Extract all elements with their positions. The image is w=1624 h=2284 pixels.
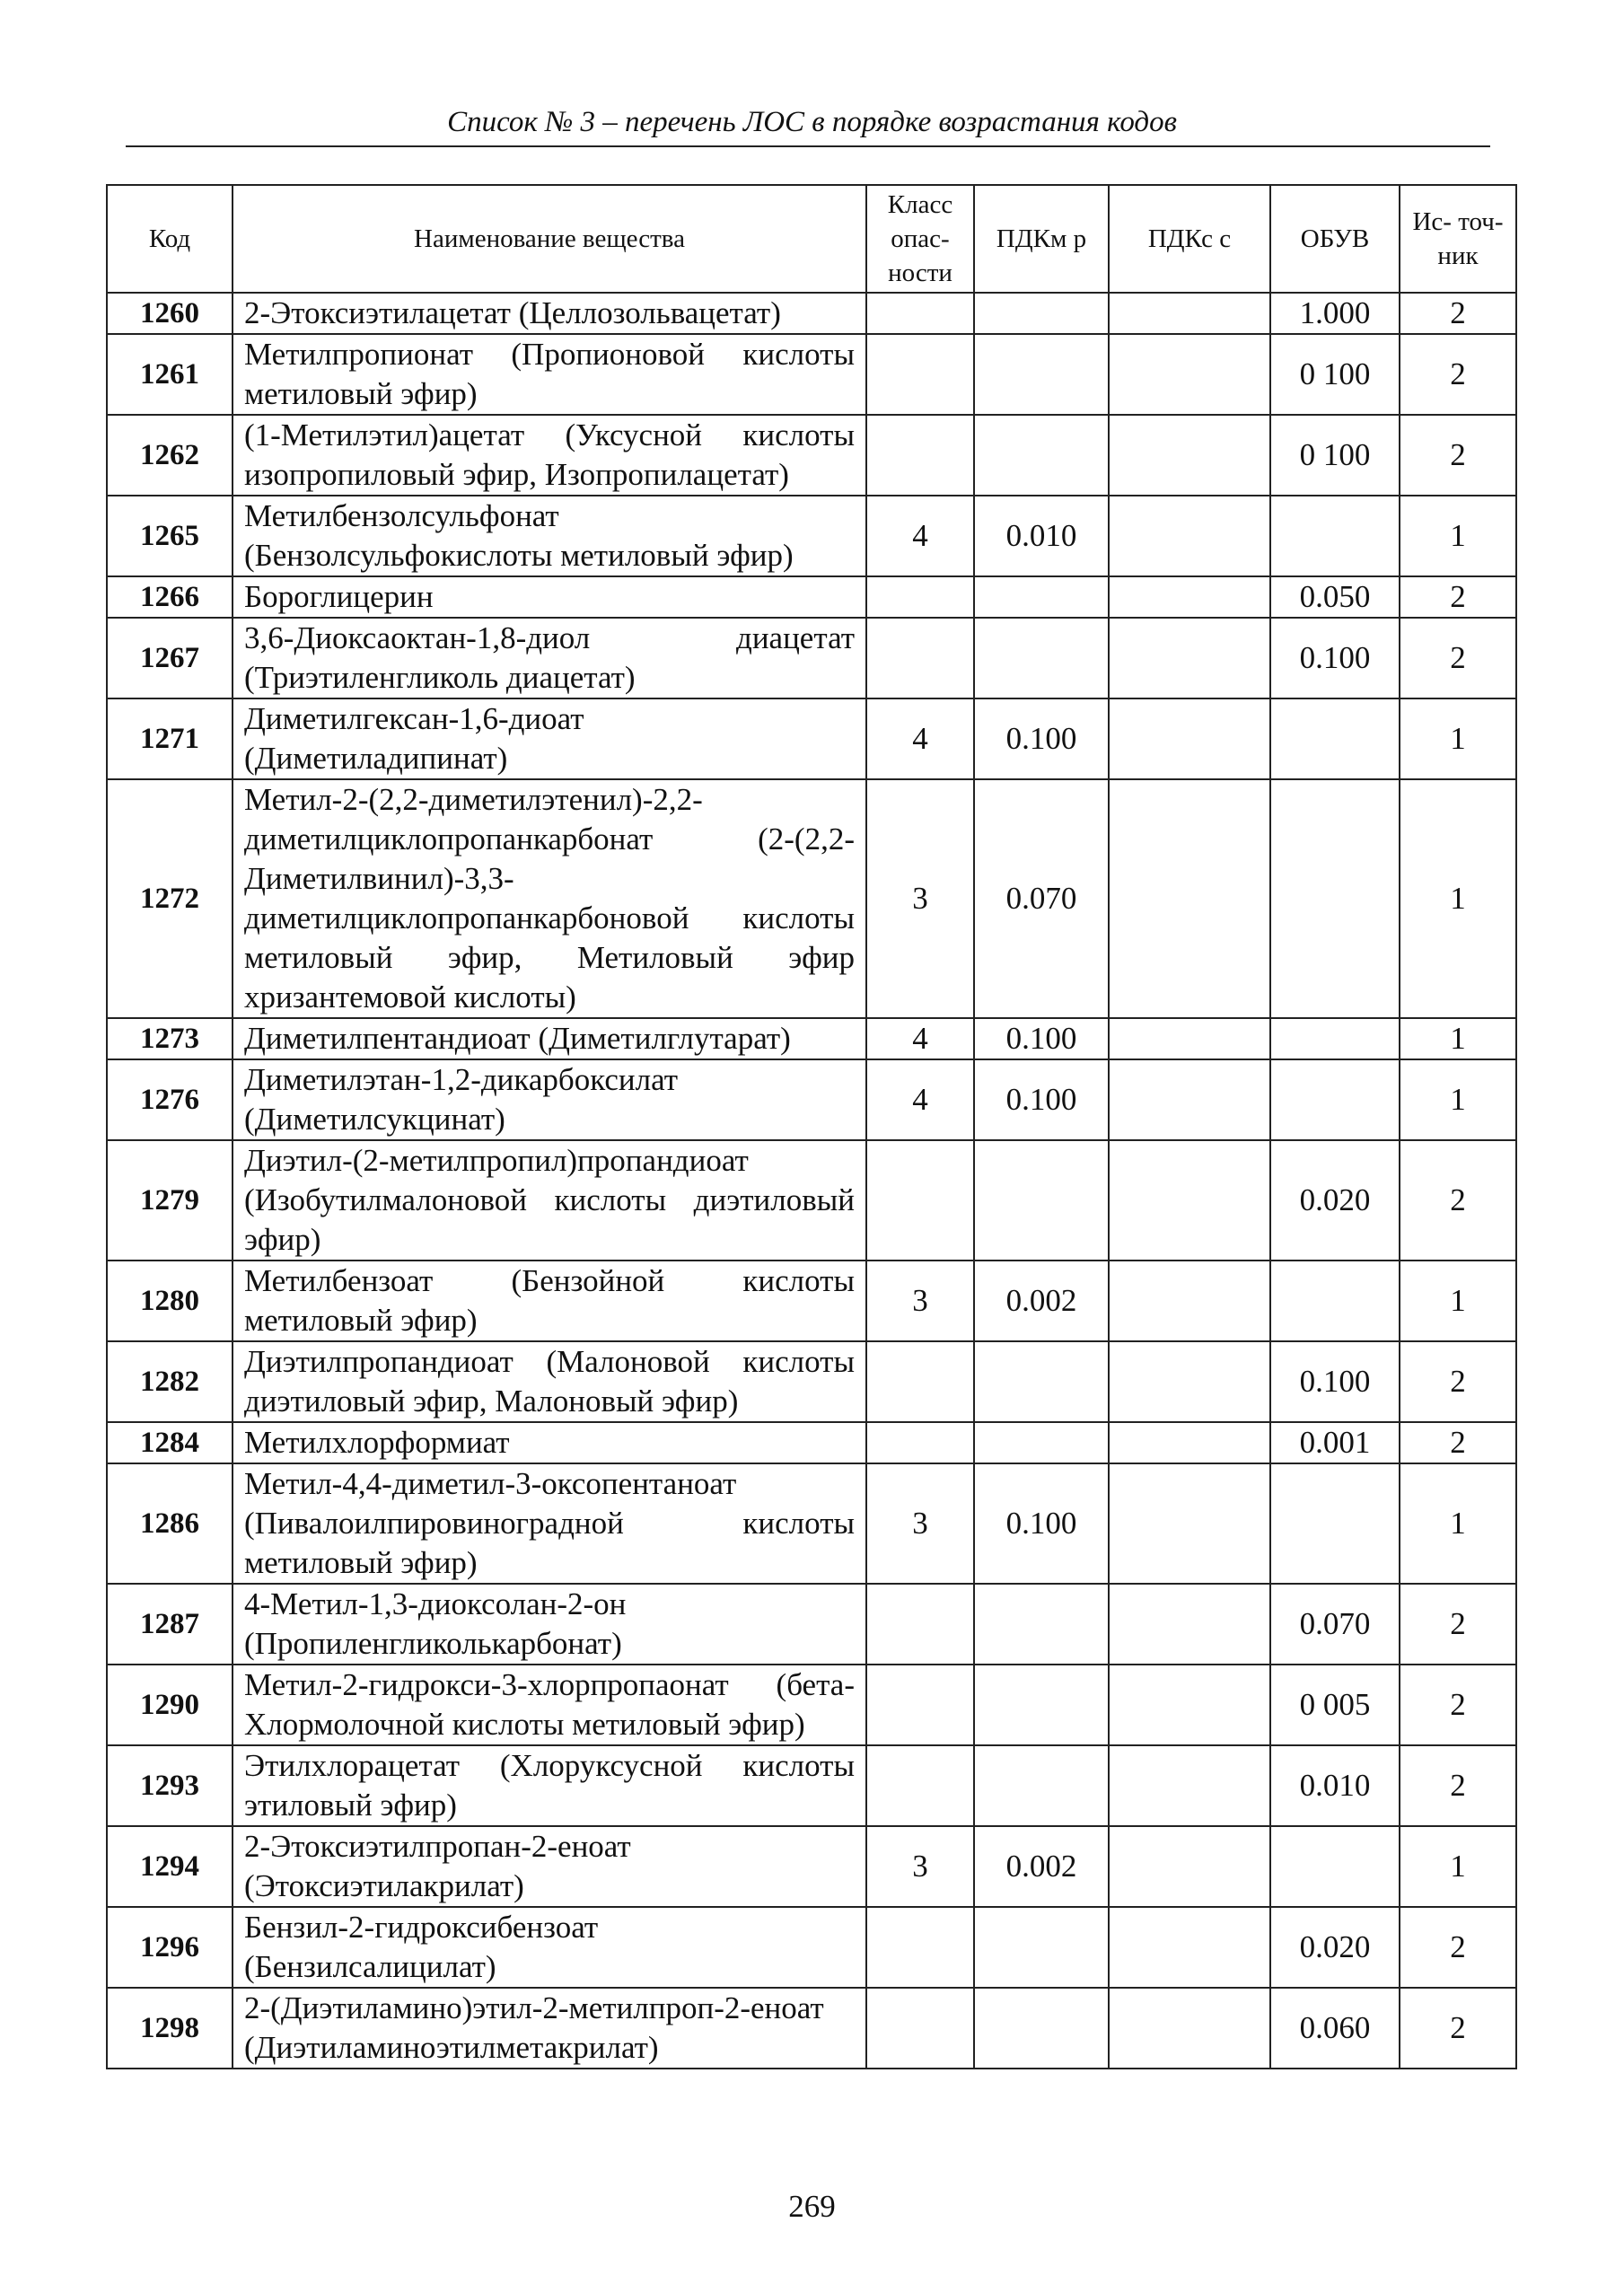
cell-name: Диметилэтан-1,2-дикарбоксилат (Диметилсукцинат) (233, 1059, 866, 1140)
table-row (107, 293, 1516, 334)
header-name: Наименование вещества (233, 185, 866, 293)
cell-pdk-ss (1109, 1665, 1270, 1745)
cell-source: 2 (1400, 576, 1516, 618)
cell-source: 1 (1400, 1261, 1516, 1341)
cell-pdk-mr (974, 334, 1109, 415)
cell-name: Метилхлорформиат (233, 1422, 866, 1463)
table-row (107, 1907, 1516, 1988)
cell-obuv: 0.020 (1270, 1140, 1400, 1261)
cell-code: 1279 (107, 1140, 233, 1261)
cell-name: (1-Метилэтил)ацетат (Уксусной кислоты изопропиловый эфир, Изопропилацетат) (233, 415, 866, 496)
cell-hazard-class (866, 1745, 974, 1826)
cell-code: 1272 (107, 779, 233, 1018)
cell-code: 1290 (107, 1665, 233, 1745)
cell-pdk-ss (1109, 1422, 1270, 1463)
cell-source: 2 (1400, 1988, 1516, 2069)
cell-name: 2-(Диэтиламино)этил-2-метилпроп-2-еноат (Диэтиламиноэтилметакрилат) (233, 1988, 866, 2069)
cell-hazard-class (866, 1422, 974, 1463)
cell-pdk-mr: 0.002 (974, 1261, 1109, 1341)
cell-name: Диэтил-(2-метилпропил)пропандиоат (Изобутилмалоновой кислоты диэтиловый эфир) (233, 1140, 866, 1261)
cell-source: 2 (1400, 618, 1516, 698)
cell-hazard-class: 3 (866, 779, 974, 1018)
cell-name: Метил-2-гидрокси-3-хлорпропаонат (бета-Хлормолочной кислоты метиловый эфир) (233, 1665, 866, 1745)
cell-hazard-class (866, 1907, 974, 1988)
cell-pdk-ss (1109, 1018, 1270, 1059)
cell-source: 2 (1400, 1665, 1516, 1745)
cell-source: 2 (1400, 1341, 1516, 1422)
cell-hazard-class (866, 1140, 974, 1261)
cell-code: 1266 (107, 576, 233, 618)
table-row (107, 1059, 1516, 1140)
cell-code: 1298 (107, 1988, 233, 2069)
table-row (107, 1341, 1516, 1422)
cell-name: Диметилпентандиоат (Диметилглутарат) (233, 1018, 866, 1059)
title-rule (126, 145, 1490, 147)
cell-hazard-class (866, 334, 974, 415)
cell-code: 1267 (107, 618, 233, 698)
cell-pdk-ss (1109, 1261, 1270, 1341)
page-title: Список № 3 – перечень ЛОС в порядке возрастания кодов (447, 106, 1177, 138)
cell-pdk-ss (1109, 1584, 1270, 1665)
cell-pdk-mr (974, 1140, 1109, 1261)
cell-obuv: 0.060 (1270, 1988, 1400, 2069)
cell-code: 1286 (107, 1463, 233, 1584)
cell-obuv: 0.100 (1270, 1341, 1400, 1422)
cell-name: Диметилгексан-1,6-диоат (Диметиладипинат) (233, 698, 866, 779)
cell-obuv (1270, 1463, 1400, 1584)
cell-obuv: 0 100 (1270, 334, 1400, 415)
cell-pdk-ss (1109, 496, 1270, 576)
header-pdk-ss: ПДКс с (1109, 185, 1270, 293)
cell-source: 1 (1400, 496, 1516, 576)
cell-code: 1271 (107, 698, 233, 779)
cell-pdk-ss (1109, 1059, 1270, 1140)
cell-pdk-mr: 0.100 (974, 1463, 1109, 1584)
cell-pdk-mr: 0.002 (974, 1826, 1109, 1907)
cell-pdk-mr: 0.100 (974, 698, 1109, 779)
cell-hazard-class (866, 1584, 974, 1665)
cell-obuv: 0.020 (1270, 1907, 1400, 1988)
cell-code: 1287 (107, 1584, 233, 1665)
cell-hazard-class: 4 (866, 1059, 974, 1140)
cell-pdk-mr (974, 618, 1109, 698)
table-row (107, 1422, 1516, 1463)
cell-hazard-class (866, 576, 974, 618)
cell-pdk-mr: 0.070 (974, 779, 1109, 1018)
cell-pdk-mr (974, 1341, 1109, 1422)
cell-pdk-mr: 0.100 (974, 1018, 1109, 1059)
cell-source: 1 (1400, 1059, 1516, 1140)
cell-name: Бороглицерин (233, 576, 866, 618)
cell-pdk-ss (1109, 1463, 1270, 1584)
cell-code: 1261 (107, 334, 233, 415)
table-row (107, 779, 1516, 1018)
cell-obuv (1270, 496, 1400, 576)
cell-obuv: 0.070 (1270, 1584, 1400, 1665)
header-obuv: ОБУВ (1270, 185, 1400, 293)
cell-pdk-ss (1109, 698, 1270, 779)
cell-code: 1260 (107, 293, 233, 334)
cell-obuv (1270, 1826, 1400, 1907)
cell-code: 1265 (107, 496, 233, 576)
cell-pdk-ss (1109, 415, 1270, 496)
cell-name: Метилпропионат (Пропионовой кислоты метиловый эфир) (233, 334, 866, 415)
table-row (107, 415, 1516, 496)
table-header-row (107, 185, 1516, 293)
cell-pdk-mr (974, 1907, 1109, 1988)
table-row (107, 1140, 1516, 1261)
cell-pdk-mr (974, 293, 1109, 334)
cell-name: Бензил-2-гидроксибензоат (Бензилсалицилат) (233, 1907, 866, 1988)
cell-source: 2 (1400, 293, 1516, 334)
cell-source: 2 (1400, 334, 1516, 415)
cell-obuv (1270, 1018, 1400, 1059)
cell-pdk-ss (1109, 576, 1270, 618)
cell-code: 1280 (107, 1261, 233, 1341)
cell-source: 2 (1400, 1422, 1516, 1463)
cell-name: Метилбензоат (Бензойной кислоты метиловый эфир) (233, 1261, 866, 1341)
cell-pdk-ss (1109, 1907, 1270, 1988)
table-row (107, 1584, 1516, 1665)
cell-hazard-class (866, 1341, 974, 1422)
cell-code: 1284 (107, 1422, 233, 1463)
table-row (107, 1665, 1516, 1745)
cell-source: 2 (1400, 1907, 1516, 1988)
cell-pdk-ss (1109, 1341, 1270, 1422)
cell-hazard-class: 4 (866, 496, 974, 576)
cell-obuv (1270, 1059, 1400, 1140)
cell-code: 1293 (107, 1745, 233, 1826)
cell-code: 1294 (107, 1826, 233, 1907)
cell-hazard-class (866, 293, 974, 334)
cell-name: Метил-4,4-диметил-3-оксопентаноат (Пивалоилпировиноградной кислоты метиловый эфир) (233, 1463, 866, 1584)
cell-code: 1296 (107, 1907, 233, 1988)
cell-pdk-mr (974, 1745, 1109, 1826)
table-row (107, 698, 1516, 779)
cell-code: 1262 (107, 415, 233, 496)
cell-source: 1 (1400, 779, 1516, 1018)
cell-pdk-mr (974, 1584, 1109, 1665)
cell-obuv: 0 005 (1270, 1665, 1400, 1745)
cell-name: 3,6-Диоксаоктан-1,8-диол диацетат (Триэтиленгликоль диацетат) (233, 618, 866, 698)
header-code: Код (107, 185, 233, 293)
cell-source: 2 (1400, 1140, 1516, 1261)
cell-hazard-class: 3 (866, 1261, 974, 1341)
cell-obuv (1270, 1261, 1400, 1341)
cell-code: 1273 (107, 1018, 233, 1059)
cell-pdk-mr (974, 415, 1109, 496)
table-row (107, 1745, 1516, 1826)
cell-obuv: 0.001 (1270, 1422, 1400, 1463)
table-body (107, 293, 1516, 2069)
cell-obuv (1270, 698, 1400, 779)
cell-pdk-mr (974, 1665, 1109, 1745)
cell-pdk-mr: 0.100 (974, 1059, 1109, 1140)
table-row (107, 334, 1516, 415)
header-pdk-mr: ПДКм р (974, 185, 1109, 293)
voc-table (106, 184, 1517, 2069)
cell-obuv: 0 100 (1270, 415, 1400, 496)
cell-code: 1282 (107, 1341, 233, 1422)
cell-pdk-ss (1109, 334, 1270, 415)
cell-pdk-mr (974, 1422, 1109, 1463)
cell-name: 4-Метил-1,3-диоксолан-2-он (Пропиленгликолькарбонат) (233, 1584, 866, 1665)
cell-source: 1 (1400, 698, 1516, 779)
cell-obuv: 0.050 (1270, 576, 1400, 618)
table-row (107, 1826, 1516, 1907)
cell-obuv: 0.100 (1270, 618, 1400, 698)
cell-hazard-class (866, 618, 974, 698)
cell-pdk-ss (1109, 618, 1270, 698)
cell-obuv: 0.010 (1270, 1745, 1400, 1826)
cell-source: 1 (1400, 1463, 1516, 1584)
cell-source: 2 (1400, 415, 1516, 496)
cell-source: 2 (1400, 1745, 1516, 1826)
page-number: 269 (788, 2189, 836, 2224)
cell-name: 2-Этоксиэтилпропан-2-еноат (Этоксиэтилакрилат) (233, 1826, 866, 1907)
cell-pdk-ss (1109, 1745, 1270, 1826)
header-hazard-class: Класс опас- ности (866, 185, 974, 293)
table-row (107, 1261, 1516, 1341)
cell-pdk-mr (974, 1988, 1109, 2069)
table-row (107, 576, 1516, 618)
cell-name: Этилхлорацетат (Хлоруксусной кислоты этиловый эфир) (233, 1745, 866, 1826)
cell-hazard-class (866, 415, 974, 496)
cell-code: 1276 (107, 1059, 233, 1140)
table-row (107, 1988, 1516, 2069)
table-row (107, 1463, 1516, 1584)
cell-pdk-ss (1109, 1988, 1270, 2069)
table-row (107, 1018, 1516, 1059)
cell-source: 2 (1400, 1584, 1516, 1665)
cell-source: 1 (1400, 1826, 1516, 1907)
table-row (107, 496, 1516, 576)
cell-pdk-ss (1109, 1140, 1270, 1261)
table-row (107, 618, 1516, 698)
cell-name: 2-Этоксиэтилацетат (Целлозольвацетат) (233, 293, 866, 334)
cell-hazard-class: 4 (866, 1018, 974, 1059)
cell-name: Метил-2-(2,2-диметилэтенил)-2,2-диметилциклопропанкарбонат (2-(2,2-Диметилвинил)-3,3-диметилциклопропанкарбоновой кислоты метиловый эфир, Метиловый эфир хризантемовой кислоты) (233, 779, 866, 1018)
cell-source: 1 (1400, 1018, 1516, 1059)
cell-pdk-mr (974, 576, 1109, 618)
cell-pdk-ss (1109, 779, 1270, 1018)
cell-hazard-class: 3 (866, 1826, 974, 1907)
cell-hazard-class: 3 (866, 1463, 974, 1584)
cell-pdk-ss (1109, 293, 1270, 334)
cell-hazard-class (866, 1988, 974, 2069)
cell-obuv (1270, 779, 1400, 1018)
cell-name: Диэтилпропандиоат (Малоновой кислоты диэтиловый эфир, Малоновый эфир) (233, 1341, 866, 1422)
cell-obuv: 1.000 (1270, 293, 1400, 334)
cell-hazard-class (866, 1665, 974, 1745)
header-source: Ис- точ- ник (1400, 185, 1516, 293)
cell-pdk-ss (1109, 1826, 1270, 1907)
cell-hazard-class: 4 (866, 698, 974, 779)
cell-pdk-mr: 0.010 (974, 496, 1109, 576)
cell-name: Метилбензолсульфонат (Бензолсульфокислоты метиловый эфир) (233, 496, 866, 576)
